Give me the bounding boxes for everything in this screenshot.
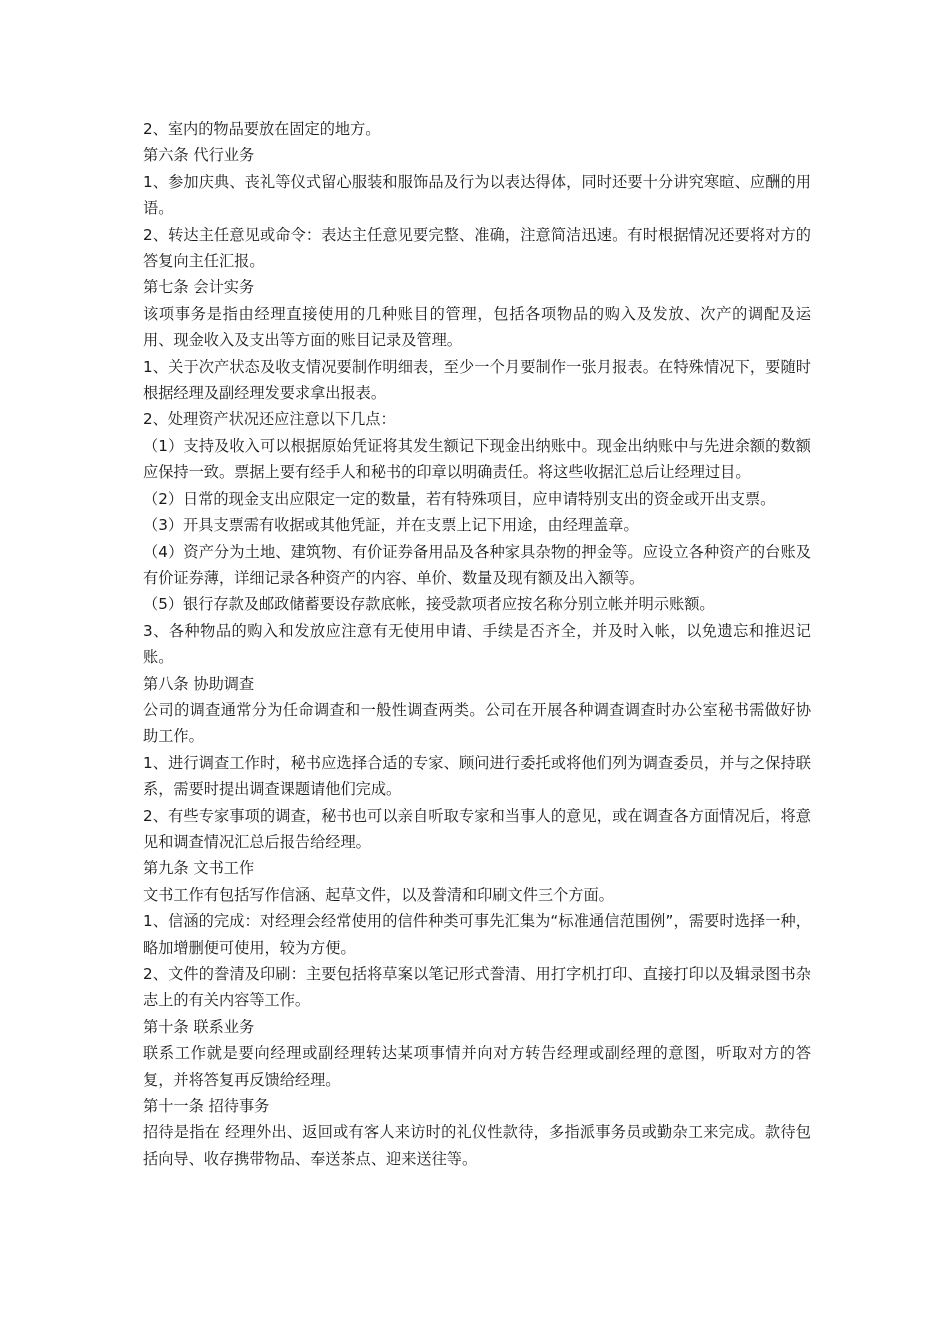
paragraph-8-2: 2、有些专家事项的调查，秘书也可以亲自听取专家和当事人的意见，或在调查各方面情况后，将意见和调查情况汇总后报告给经理。 <box>143 806 811 851</box>
article-11-heading: 第十一条 招待事务 <box>143 1097 270 1116</box>
paragraph-10-intro: 联系工作就是要向经理或副经理转达某项事情并向对方转告经理或副经理的意图，听取对方的答复，并将答复再反馈给经理。 <box>143 1044 811 1089</box>
paragraph-8-intro: 公司的调查通常分为任命调查和一般性调查两类。公司在开展各种调查调查时办公室秘书需做好协助工作。 <box>143 700 811 746</box>
paragraph-7-2-item-4: （4）资产分为土地、建筑物、有价证券备用品及各种家具杂物的押金等。应设立各种资产的台账及有价证券薄，详细记录各种资产的内容、单价、数量及现有额及出入额等。 <box>143 542 811 587</box>
article-10-heading: 第十条 联系业务 <box>143 1017 255 1036</box>
paragraph-9-1: 1、信涵的完成：对经理会经常使用的信件种类可事先汇集为“标准通信范围例”，需要时选择一种，略加增删便可使用，较为方便。 <box>143 912 811 957</box>
paragraph-6-1: 1、参加庆典、丧礼等仪式留心服装和服饰品及行为以表达得体，同时还要十分讲究寒暄、应酬的用语。 <box>143 172 811 218</box>
paragraph-7-2-item-3: （3）开具支票需有收据或其他凭証，并在支票上记下用途，由经理盖章。 <box>143 516 639 535</box>
paragraph-7-2-item-1: （1）支持及收入可以根据原始凭证将其发生额记下现金出纳账中。现金出纳账中与先进余额的数额应保持一致。票据上要有经手人和秘书的印章以明确责任。将这些收据汇总后让经理过目。 <box>143 436 811 482</box>
paragraph-7-intro: 该项事务是指由经理直接使用的几种账目的管理，包括各项物品的购入及发放、次产的调配及运用、现金收入及支出等方面的账目记录及管理。 <box>143 304 811 350</box>
paragraph-7-2-item-5: （5）银行存款及邮政储蓄要设存款底帐，接受款项者应按名称分别立帐并明示账额。 <box>143 595 715 614</box>
paragraph-7-2-item-2: （2）日常的现金支出应限定一定的数量，若有特殊项目，应申请特别支出的资金或开出支票。 <box>143 489 776 508</box>
paragraph-6-2: 2、转达主任意见或命令：表达主任意见要完整、准确，注意简洁迅速。有时根据情况还要将对方的答复向主任汇报。 <box>143 225 811 271</box>
article-8-heading: 第八条 协助调查 <box>143 674 255 693</box>
paragraph-8-1: 1、进行调查工作时，秘书应选择合适的专家、顾问进行委托或将他们列为调查委员，并与之保持联系，需要时提出调查课题请他们完成。 <box>143 753 811 799</box>
paragraph-7-1: 1、关于次产状态及收支情况要制作明细表，至少一个月要制作一张月报表。在特殊情况下，要随时根据经理及副经理发要求拿出报表。 <box>143 357 811 403</box>
article-9-heading: 第九条 文书工作 <box>143 859 255 878</box>
paragraph-9-2: 2、文件的誊清及印刷：主要包括将草案以笔记形式誊清、用打字机打印、直接打印以及辑录图书杂志上的有关内容等工作。 <box>143 965 811 1010</box>
document-body <box>143 116 811 1172</box>
paragraph-7-3: 3、各种物品的购入和发放应注意有无使用申请、手续是否齐全，并及时入帐，以免遗忘和推迟记账。 <box>143 621 811 667</box>
paragraph-9-intro: 文书工作有包括写作信涵、起草文件，以及誊清和印刷文件三个方面。 <box>143 885 614 904</box>
article-7-heading: 第七条 会计实务 <box>143 278 255 297</box>
paragraph-室内物品: 2、室内的物品要放在固定的地方。 <box>143 120 381 138</box>
paragraph-11-intro: 招待是指在 经理外出、返回或有客人来访时的礼仪性款待，多指派事务员或勤杂工来完成。款待包括向导、收存携带物品、奉送茶点、迎来送往等。 <box>143 1123 811 1168</box>
paragraph-7-2: 2、处理资产状况还应注意以下几点： <box>143 410 396 429</box>
article-6-heading: 第六条 代行业务 <box>143 146 255 165</box>
